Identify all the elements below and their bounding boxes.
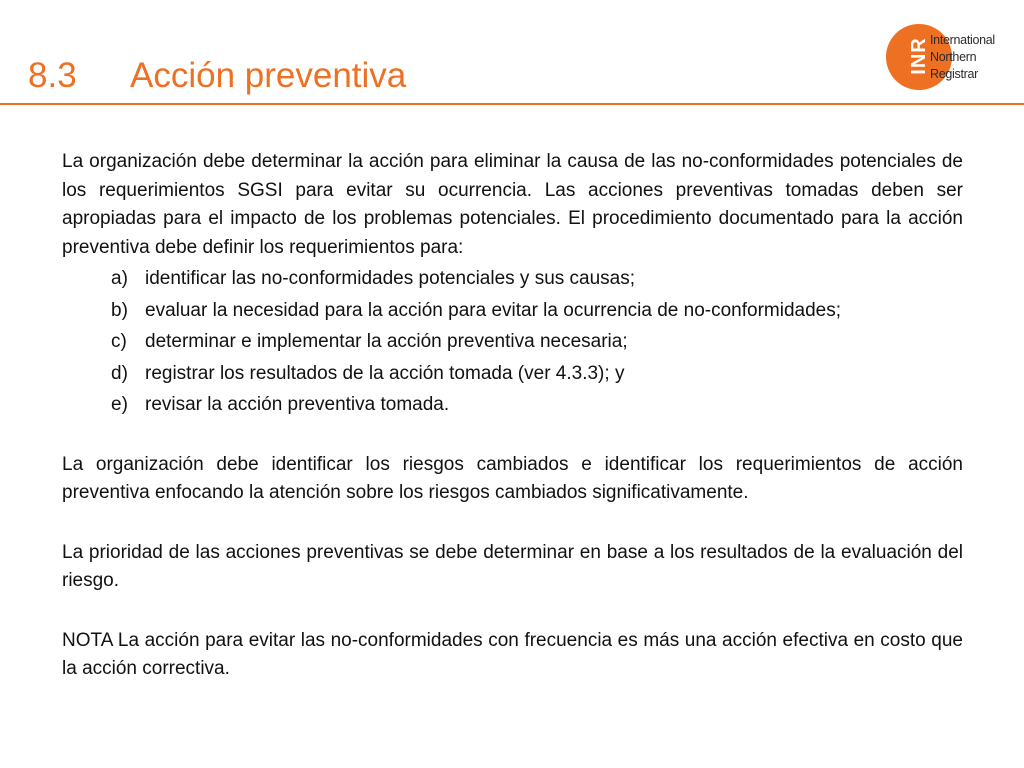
note-paragraph: NOTA La acción para evitar las no-conformidades con frecuencia es más una acción efectiva en costo que la acción correctiva. <box>62 629 963 679</box>
logo-line-3: Registrar <box>930 67 979 81</box>
list-item-label: b) <box>111 299 128 321</box>
list-item <box>62 328 963 357</box>
list-item-text: evaluar la necesidad para la acción para evitar la ocurrencia de no-conformidades; <box>145 299 842 321</box>
list-item-text: registrar los resultados de la acción tomada (ver 4.3.3); y <box>145 362 625 384</box>
intro-paragraph: La organización debe determinar la acción para eliminar la causa de las no-conformidades potenciales de los requerimientos SGSI para evitar su ocurrencia. Las acciones preventivas tomadas deben ser apropiadas para el impacto de los problemas potenciales. El procedimiento documentado para la acción preventiva debe definir los requerimientos para: <box>62 151 963 258</box>
list-item-label: a) <box>111 268 128 289</box>
logo-line-1: International <box>930 33 995 47</box>
list-item-label: e) <box>111 394 128 415</box>
requirements-list <box>62 265 963 420</box>
list-item-label: c) <box>111 331 127 352</box>
slide-body <box>62 148 963 684</box>
logo-mark: INR <box>908 37 930 75</box>
list-item-text: identificar las no-conformidades potenciales y sus causas; <box>145 268 636 289</box>
priority-paragraph: La prioridad de las acciones preventivas se debe determinar en base a los resultados de la evaluación del riesgo. <box>62 541 963 591</box>
slide-title <box>28 56 406 96</box>
list-item-label: d) <box>111 362 128 384</box>
list-item-text: revisar la acción preventiva tomada. <box>145 394 450 415</box>
risk-paragraph: La organización debe identificar los riesgos cambiados e identificar los requerimientos de acción preventiva enfocando la atención sobre los riesgos cambiados significativamente. <box>62 453 963 503</box>
list-item <box>62 265 963 294</box>
list-item-text: determinar e implementar la acción preventiva necesaria; <box>145 331 628 352</box>
logo-wordmark <box>930 32 995 83</box>
logo-line-2: Northern <box>930 50 977 64</box>
list-item <box>62 297 963 326</box>
title-divider <box>0 103 1024 105</box>
section-number: 8.3 <box>28 56 77 95</box>
list-item <box>62 360 963 389</box>
inr-logo <box>886 22 1016 92</box>
list-item <box>62 391 963 420</box>
section-title: Acción preventiva <box>130 56 407 95</box>
